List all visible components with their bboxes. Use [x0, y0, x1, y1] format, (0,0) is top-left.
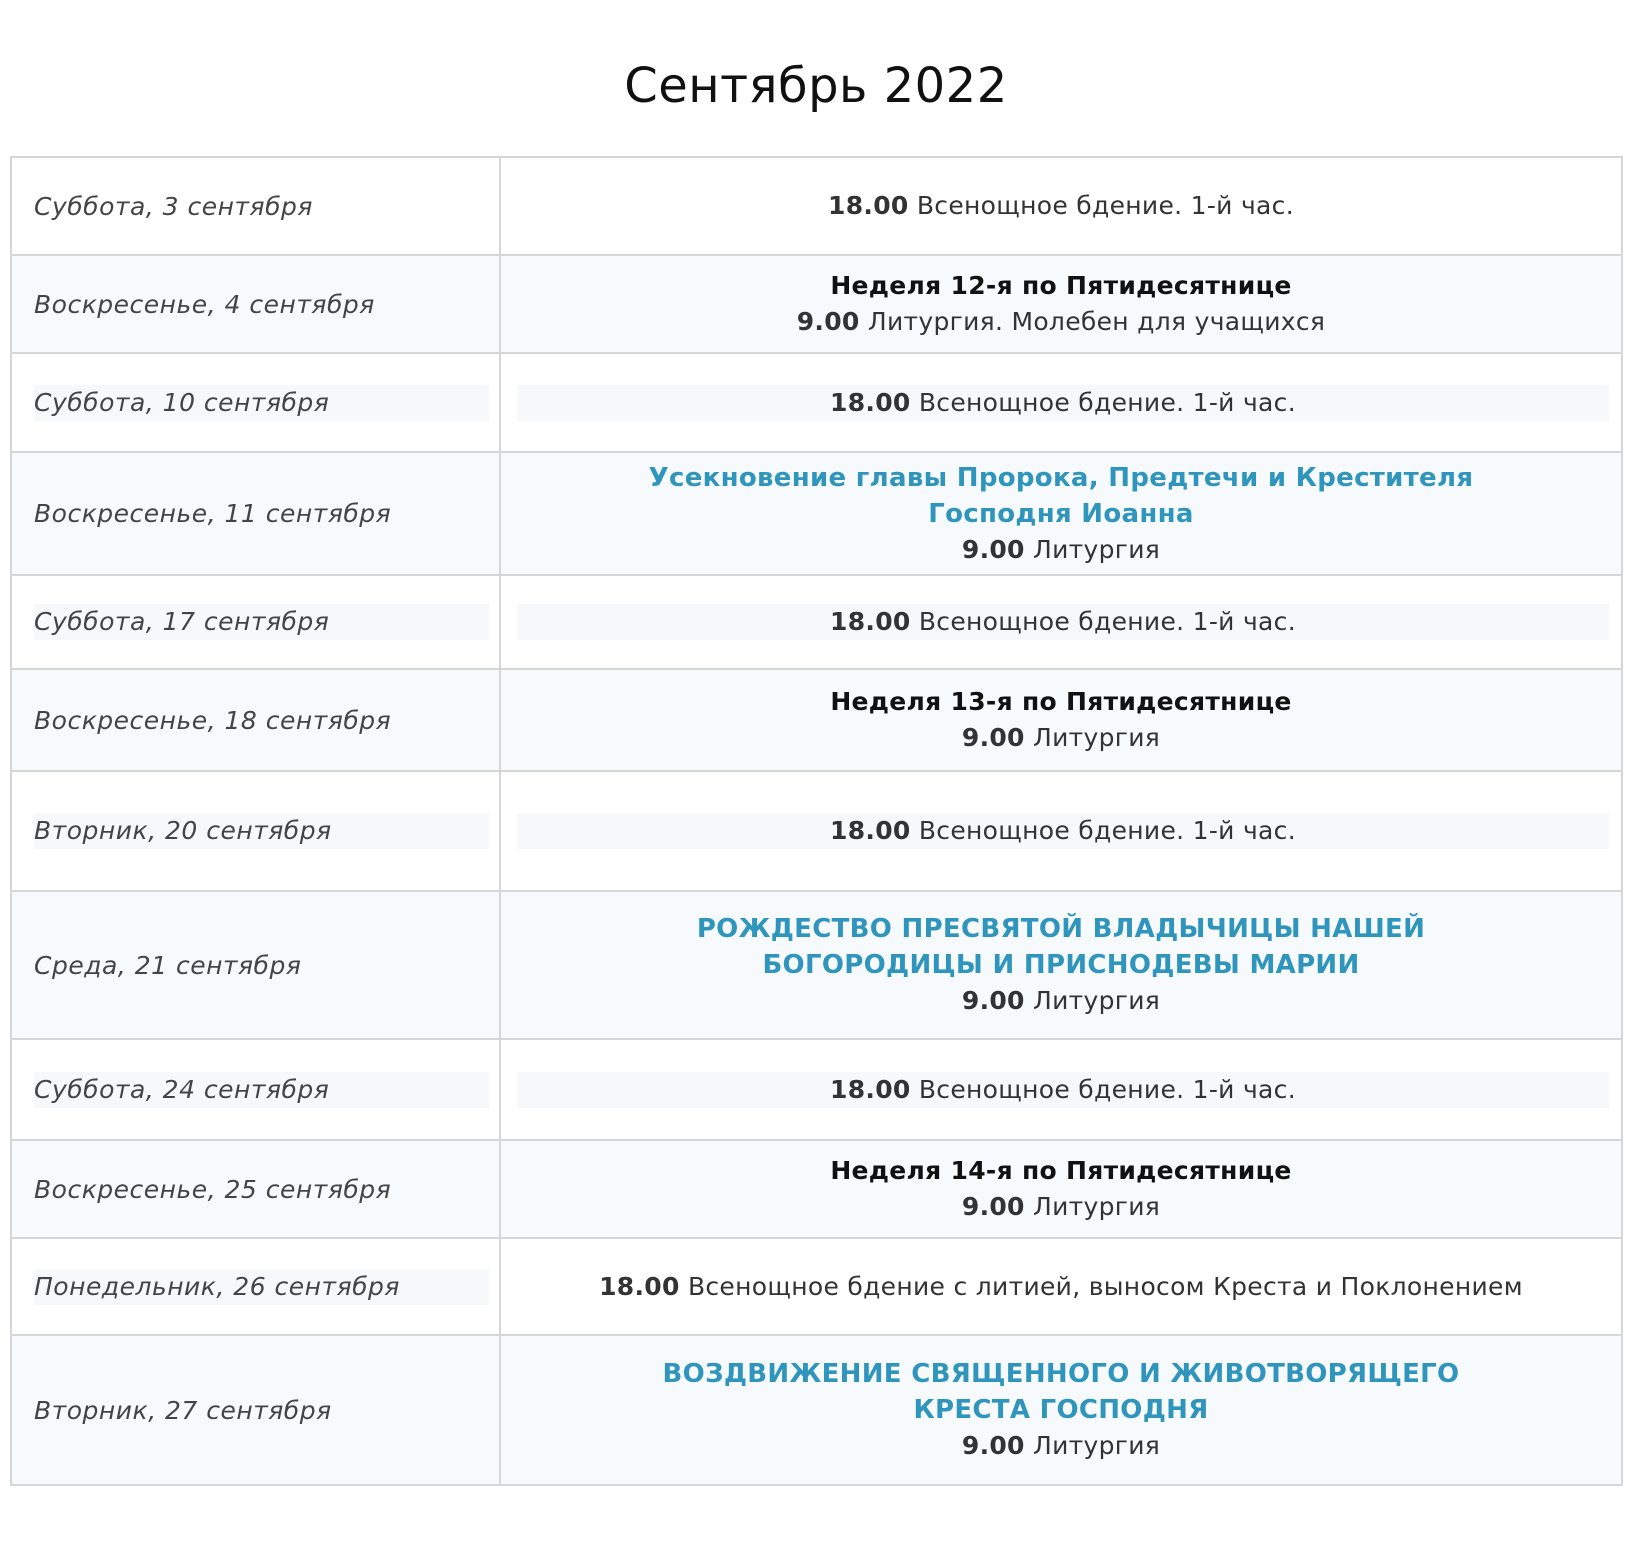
page-title: Сентябрь 2022	[624, 58, 1008, 114]
service-line	[517, 604, 1609, 640]
day-cell: Воскресенье, 25 сентября	[11, 1140, 500, 1238]
feast-title-line2: БОГОРОДИЦЫ И ПРИСНОДЕВЫ МАРИИ	[762, 950, 1360, 980]
day-label: Суббота, 17 сентября	[34, 604, 489, 640]
sunday-heading: Неделя 14-я по Пятидесятнице	[830, 1156, 1292, 1185]
service-line	[501, 1428, 1621, 1464]
table-row	[11, 157, 1622, 255]
service-cell	[500, 255, 1622, 353]
schedule-table	[10, 156, 1623, 1486]
service-time: 9.00	[961, 1192, 1025, 1221]
day-cell: Среда, 21 сентября	[11, 891, 500, 1039]
service-time: 18.00	[828, 191, 909, 220]
service-time: 9.00	[961, 1431, 1025, 1460]
service-text: Литургия	[1033, 1431, 1161, 1460]
service-line	[501, 720, 1621, 756]
table-row	[11, 255, 1622, 353]
service-cell	[500, 1335, 1622, 1485]
service-cell	[500, 771, 1622, 891]
service-text: Литургия. Молебен для учащихся	[867, 307, 1326, 336]
service-text: Литургия	[1033, 986, 1161, 1015]
service-text: Всенощное бдение с литией, выносом Креста и Поклонением	[687, 1271, 1523, 1301]
service-cell	[500, 452, 1622, 575]
service-line	[517, 385, 1609, 421]
table-row	[11, 1039, 1622, 1140]
service-line	[501, 532, 1621, 568]
service-cell	[500, 891, 1622, 1039]
service-time: 9.00	[961, 986, 1025, 1015]
service-text: Литургия	[1033, 534, 1161, 564]
sunday-heading: Неделя 12-я по Пятидесятнице	[830, 271, 1292, 300]
service-cell	[500, 157, 1622, 255]
service-text: Всенощное бдение. 1-й час.	[918, 816, 1296, 845]
service-cell	[500, 1039, 1622, 1140]
service-line	[501, 1269, 1621, 1305]
day-cell	[11, 1238, 500, 1335]
service-time: 9.00	[961, 534, 1025, 564]
day-cell: Воскресенье, 4 сентября	[11, 255, 500, 353]
table-row	[11, 771, 1622, 891]
day-label: Вторник, 20 сентября	[34, 813, 489, 849]
day-cell: Воскресенье, 18 сентября	[11, 669, 500, 771]
service-line	[501, 983, 1621, 1019]
service-time: 18.00	[599, 1271, 680, 1301]
service-time: 18.00	[830, 1074, 911, 1104]
day-cell	[11, 771, 500, 891]
feast-title-line2: КРЕСТА ГОСПОДНЯ	[913, 1395, 1209, 1425]
feast-title-line2: Господня Иоанна	[928, 498, 1194, 529]
table-row	[11, 452, 1622, 575]
service-text: Литургия	[1033, 1192, 1161, 1221]
service-time: 9.00	[961, 723, 1025, 752]
service-line	[517, 813, 1609, 849]
day-cell: Вторник, 27 сентября	[11, 1335, 500, 1485]
service-text: Всенощное бдение. 1-й час.	[916, 191, 1294, 220]
day-cell: Воскресенье, 11 сентября	[11, 452, 500, 575]
day-label: Суббота, 10 сентября	[34, 385, 489, 421]
service-text: Всенощное бдение. 1-й час.	[918, 387, 1296, 417]
service-text: Всенощное бдение. 1-й час.	[918, 1074, 1296, 1104]
day-label: Суббота, 24 сентября	[34, 1072, 489, 1108]
service-cell	[500, 1238, 1622, 1335]
service-cell	[500, 1140, 1622, 1238]
day-cell	[11, 575, 500, 669]
feast-title-line1: ВОЗДВИЖЕНИЕ СВЯЩЕННОГО И ЖИВОТВОРЯЩЕГО	[662, 1359, 1460, 1389]
day-cell	[11, 1039, 500, 1140]
service-cell	[500, 353, 1622, 452]
service-text: Всенощное бдение. 1-й час.	[918, 607, 1296, 636]
feast-title-line1: РОЖДЕСТВО ПРЕСВЯТОЙ ВЛАДЫЧИЦЫ НАШЕЙ	[696, 914, 1426, 944]
table-row	[11, 353, 1622, 452]
table-row	[11, 575, 1622, 669]
service-line	[501, 304, 1621, 340]
service-time: 18.00	[830, 816, 911, 845]
sunday-heading: Неделя 13-я по Пятидесятнице	[830, 687, 1292, 716]
table-row	[11, 1140, 1622, 1238]
service-cell	[500, 669, 1622, 771]
service-text: Литургия	[1033, 723, 1161, 752]
table-row	[11, 669, 1622, 771]
service-time: 18.00	[830, 387, 911, 417]
service-time: 18.00	[830, 607, 911, 636]
feast-title-line1: Усекновение главы Пророка, Предтечи и Крестителя	[648, 462, 1474, 493]
service-cell	[500, 575, 1622, 669]
service-line	[501, 188, 1621, 224]
day-cell: Суббота, 3 сентября	[11, 157, 500, 255]
table-row	[11, 1335, 1622, 1485]
service-line	[517, 1072, 1609, 1108]
day-cell	[11, 353, 500, 452]
table-row	[11, 891, 1622, 1039]
table-row	[11, 1238, 1622, 1335]
service-time: 9.00	[796, 307, 860, 336]
service-line	[501, 1189, 1621, 1225]
day-label: Понедельник, 26 сентября	[34, 1269, 489, 1305]
